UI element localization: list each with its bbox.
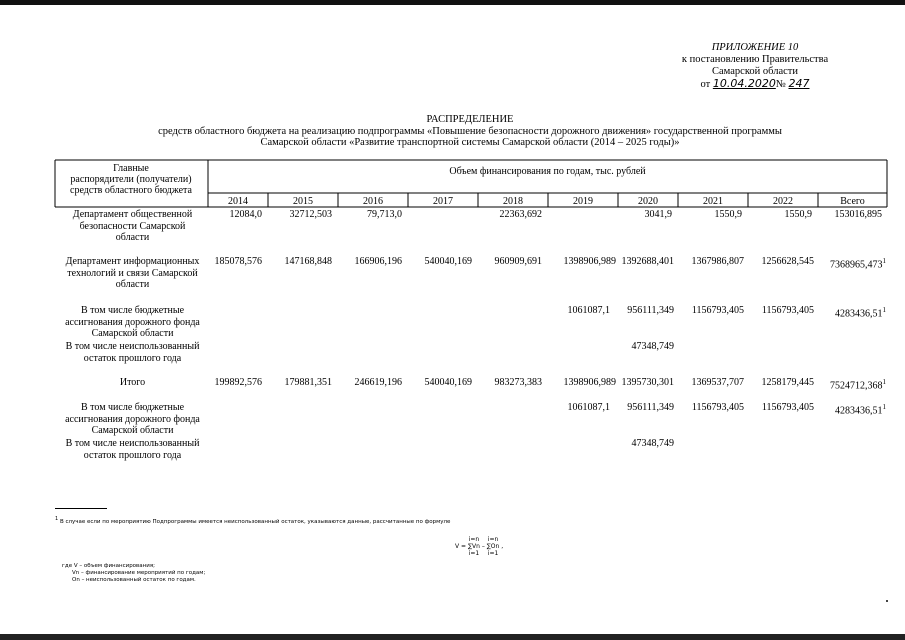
table-cell: 983273,383 xyxy=(494,377,542,388)
footnote-where-block xyxy=(62,563,462,584)
table-cell: 32712,503 xyxy=(289,209,332,220)
table-row-label xyxy=(55,438,210,461)
row-label-line: безопасности Самарской xyxy=(79,220,186,232)
footnote-ref: 1 xyxy=(882,378,886,386)
table-cell: 22363,692 xyxy=(499,209,542,220)
sum-2-lower: i=1 xyxy=(487,550,499,557)
row-label-line: остаток прошлого года xyxy=(83,449,182,461)
row-label-line: Департамент информационных xyxy=(65,256,200,267)
sum-1-upper: i=n xyxy=(468,536,480,543)
document-heading xyxy=(120,114,820,149)
table-row-label xyxy=(55,402,210,437)
number-prefix: № xyxy=(775,79,786,90)
table-cell: 1398906,989 xyxy=(563,377,616,388)
row-label-line: остаток прошлого года xyxy=(83,352,182,364)
where-on: On – неиспользованный остаток по годам. xyxy=(72,577,196,583)
handwritten-date: 10.04.2020 xyxy=(712,77,776,90)
year-total: Всего xyxy=(840,196,865,207)
table-cell: 47348,749 xyxy=(631,438,674,449)
year-2017: 2017 xyxy=(433,196,453,207)
scan-top-border xyxy=(0,0,905,5)
header-distributors-line-3: средств областного бюджета xyxy=(70,185,192,196)
handwritten-number: 247 xyxy=(788,77,810,90)
table-cell: 12084,0 xyxy=(229,209,262,220)
sum-2-body: ∑On xyxy=(486,543,500,550)
year-2021: 2021 xyxy=(703,196,723,207)
table-cell: 1392688,401 xyxy=(621,256,674,267)
header-funding-volume: Объем финансирования по годам, тыс. рублей xyxy=(449,166,646,177)
table-row-label xyxy=(55,209,210,244)
minus-sign: – xyxy=(481,543,485,550)
table-cell: 1398906,989 xyxy=(563,256,616,267)
formula xyxy=(455,536,503,557)
scan-speck xyxy=(886,600,888,602)
table-cell: 166906,196 xyxy=(354,256,402,267)
date-prefix: от xyxy=(700,79,711,90)
footnote-ref: 1 xyxy=(882,257,886,265)
table-cell: 199892,576 xyxy=(214,377,262,388)
where-v: где V – объем финансирования; xyxy=(62,563,155,569)
row-label-line: В том числе бюджетные xyxy=(80,402,185,413)
table-cell: 1156793,405 xyxy=(691,402,744,413)
sum-1-body: ∑Vn xyxy=(467,543,480,550)
row-label-line: В том числе неиспользованный xyxy=(65,341,200,352)
sum-2-upper: i=n xyxy=(487,536,499,543)
table-cell: 1369537,707 xyxy=(691,377,744,388)
year-2016: 2016 xyxy=(363,196,383,207)
footnote-ref: 1 xyxy=(882,306,886,314)
year-2018: 2018 xyxy=(503,196,523,207)
table-cell: 185078,576 xyxy=(214,256,262,267)
row-label-line: Самарской области xyxy=(91,425,174,436)
sum-1-lower: i=1 xyxy=(468,550,480,557)
table-cell: 246619,196 xyxy=(354,377,402,388)
footnote-mark: 1 xyxy=(55,516,59,522)
table-cell: 1156793,405 xyxy=(691,305,744,316)
table-cell: 1550,9 xyxy=(714,209,742,220)
row-label-line: В том числе бюджетные xyxy=(80,305,185,316)
year-2020: 2020 xyxy=(638,196,658,207)
table-row-label xyxy=(55,305,210,340)
table-cell: 1061087,1 xyxy=(567,402,610,413)
table-cell: 1156793,405 xyxy=(761,305,814,316)
table-row-label xyxy=(55,377,210,389)
table-cell: 540040,169 xyxy=(424,377,472,388)
footnote-separator xyxy=(55,508,107,509)
total-value: 7368965,473 xyxy=(830,259,883,271)
table-cell: 3041,9 xyxy=(644,209,672,220)
table-cell-total xyxy=(812,402,886,417)
row-label-line: технологий и связи Самарской xyxy=(67,267,198,279)
row-label-line: области xyxy=(115,232,150,243)
total-value: 7524712,368 xyxy=(830,380,883,392)
table-cell: 179881,351 xyxy=(284,377,332,388)
year-2014: 2014 xyxy=(228,196,248,207)
sum-1 xyxy=(468,536,480,557)
table-cell: 153016,895 xyxy=(834,209,882,220)
table-cell: 1395730,301 xyxy=(621,377,674,388)
row-label-line: области xyxy=(115,279,150,290)
table-cell: 540040,169 xyxy=(424,256,472,267)
footnote-text xyxy=(55,516,655,526)
table-cell-total xyxy=(812,256,886,271)
appendix-line-1: к постановлению Правительства xyxy=(681,54,829,65)
row-label-line: ассигнования дорожного фонда xyxy=(65,413,200,425)
where-vn: Vn – финансирование мероприятий по годам; xyxy=(72,570,206,576)
year-2022: 2022 xyxy=(773,196,793,207)
appendix-title: ПРИЛОЖЕНИЕ 10 xyxy=(711,42,799,53)
table-cell: 1550,9 xyxy=(784,209,812,220)
table-cell: 956111,349 xyxy=(627,402,674,413)
row-label-line: ассигнования дорожного фонда xyxy=(65,316,200,328)
table-cell: 956111,349 xyxy=(627,305,674,316)
appendix-date-line xyxy=(640,78,870,91)
footnote-ref: 1 xyxy=(882,403,886,411)
table-cell-total xyxy=(812,305,886,320)
row-label-line: В том числе неиспользованный xyxy=(65,438,200,449)
table-cell: 1367986,807 xyxy=(691,256,744,267)
scan-bottom-border xyxy=(0,634,905,640)
formula-lhs: V = xyxy=(455,543,467,550)
heading-line-2: Самарской области «Развитие транспортной системы Самарской области (2014 – 2025 годы)» xyxy=(260,137,680,148)
table-cell: 47348,749 xyxy=(631,341,674,352)
table-cell: 960909,691 xyxy=(494,256,542,267)
table-row-label xyxy=(55,341,210,364)
year-2019: 2019 xyxy=(573,196,593,207)
row-label-line: Итого xyxy=(119,377,146,388)
table-cell: 1061087,1 xyxy=(567,305,610,316)
header-distributors-line-1: Главные xyxy=(113,163,149,174)
total-value: 4283436,51 xyxy=(835,405,883,417)
row-label-line: Департамент общественной xyxy=(72,209,193,220)
header-distributors xyxy=(56,163,206,196)
table-cell: 1258179,445 xyxy=(761,377,814,388)
year-2015: 2015 xyxy=(293,196,313,207)
table-row-label xyxy=(55,256,210,291)
table-cell: 147168,848 xyxy=(284,256,332,267)
footnote-body: В случае если по мероприятию Подпрограммы имеется неиспользованный остаток, указываются данные, рассчитанные по формуле xyxy=(59,518,451,525)
heading-title: РАСПРЕДЕЛЕНИЕ xyxy=(426,114,514,125)
sum-2 xyxy=(487,536,500,557)
table-cell: 79,713,0 xyxy=(367,209,402,220)
header-distributors-line-2: распорядители (получатели) xyxy=(70,174,192,185)
table-cell: 1156793,405 xyxy=(761,402,814,413)
table-cell-total xyxy=(812,377,886,392)
row-label-line: Самарской области xyxy=(91,328,174,339)
heading-line-1: средств областного бюджета на реализацию подпрограммы «Повышение безопасности дорожного движения» государственной программы xyxy=(158,125,782,137)
table-cell: 1256628,545 xyxy=(761,256,814,267)
appendix-line-2: Самарской области xyxy=(712,66,798,77)
formula-end: , xyxy=(501,543,504,550)
total-value: 4283436,51 xyxy=(835,308,883,320)
appendix-block xyxy=(640,42,870,91)
